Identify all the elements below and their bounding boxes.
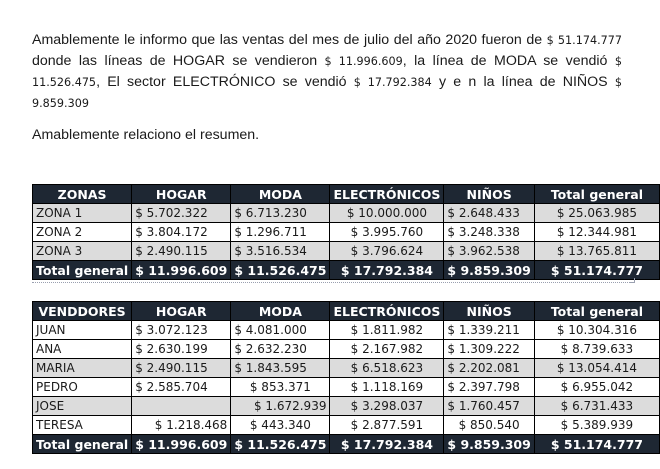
zona-label: ZONA 1 [33, 204, 132, 223]
zona-label: ZONA 3 [33, 242, 132, 261]
vendedores-header-vendedores: VENDDORES [33, 302, 132, 321]
zonas-header-total: Total general [534, 185, 659, 204]
electronicos-cell: $ 2.167.982 [330, 340, 444, 359]
hogar-total: $ 11.996.609 [132, 435, 231, 454]
ninos-cell: $ 2.648.433 [444, 204, 534, 223]
ninos-cell: $ 2.397.798 [444, 378, 534, 397]
vendedores-header-moda: MODA [231, 302, 330, 321]
vendedores-table [32, 301, 660, 454]
hogar-cell: $ 2.490.115 [132, 359, 231, 378]
total-cell: $ 8.739.633 [534, 340, 659, 359]
zonas-header-hogar: HOGAR [132, 185, 231, 204]
ninos-cell: $ 2.202.081 [444, 359, 534, 378]
vendedores-header-hogar: HOGAR [132, 302, 231, 321]
moda-total: $ 11.526.475 [231, 435, 330, 454]
vendedor-label: JOSE [33, 397, 132, 416]
intro-text-4: , El sector ELECTRÓNICO se vendió [96, 74, 354, 90]
moda-cell: $ 1.296.711 [231, 223, 330, 242]
intro-total-amount: $ 51.174.777 [546, 34, 622, 47]
moda-cell: $ 1.672.939 [231, 397, 330, 416]
zonas-total-row [33, 261, 660, 280]
vendedores-total-row [33, 435, 660, 454]
hogar-cell: $ 3.804.172 [132, 223, 231, 242]
moda-cell: $ 853.371 [231, 378, 330, 397]
moda-cell: $ 4.081.000 [231, 321, 330, 340]
intro-hogar-amount: $ 11.996.609 [324, 55, 403, 68]
electronicos-cell: $ 1.118.169 [330, 378, 444, 397]
hogar-cell: $ 2.585.704 [132, 378, 231, 397]
zonas-header-row [33, 185, 660, 204]
grand-total: $ 51.174.777 [534, 435, 659, 454]
total-cell: $ 12.344.981 [534, 223, 659, 242]
total-cell: $ 10.304.316 [534, 321, 659, 340]
table-separator [32, 282, 634, 284]
zona-label: ZONA 2 [33, 223, 132, 242]
hogar-total: $ 11.996.609 [132, 261, 231, 280]
table-row [33, 340, 660, 359]
electronicos-cell: $ 2.877.591 [330, 416, 444, 435]
zonas-header-electronicos: ELECTRÓNICOS [330, 185, 444, 204]
vendedor-label: ANA [33, 340, 132, 359]
vendedor-label: MARIA [33, 359, 132, 378]
total-label: Total general [33, 261, 132, 280]
hogar-cell: $ 2.630.199 [132, 340, 231, 359]
electronicos-total: $ 17.792.384 [330, 435, 444, 454]
total-cell: $ 5.389.939 [534, 416, 659, 435]
intro-text-5: y e n la línea de NIÑOS [431, 74, 615, 90]
table-row [33, 378, 660, 397]
ninos-cell: $ 1.309.222 [444, 340, 534, 359]
total-cell: $ 6.731.433 [534, 397, 659, 416]
moda-cell: $ 3.516.534 [231, 242, 330, 261]
table-row [33, 359, 660, 378]
zonas-header-ninos: NIÑOS [444, 185, 534, 204]
table-row [33, 242, 660, 261]
ninos-cell: $ 1.760.457 [444, 397, 534, 416]
intro-text-3: , la línea de MODA se vendió [402, 53, 615, 69]
table-row [33, 223, 660, 242]
vendedores-header-total: Total general [534, 302, 659, 321]
ninos-cell: $ 3.248.338 [444, 223, 534, 242]
zonas-header-moda: MODA [231, 185, 330, 204]
vendedor-label: PEDRO [33, 378, 132, 397]
intro-moda-amount: $ 11.526.475 [32, 55, 622, 89]
electronicos-cell: $ 3.995.760 [330, 223, 444, 242]
ninos-cell: $ 3.962.538 [444, 242, 534, 261]
moda-cell: $ 1.843.595 [231, 359, 330, 378]
moda-cell: $ 6.713.230 [231, 204, 330, 223]
hogar-cell: $ 2.490.115 [132, 242, 231, 261]
ninos-cell: $ 1.339.211 [444, 321, 534, 340]
total-cell: $ 13.054.414 [534, 359, 659, 378]
hogar-cell [132, 397, 231, 416]
total-label: Total general [33, 435, 132, 454]
ninos-cell: $ 850.540 [444, 416, 534, 435]
ninos-total: $ 9.859.309 [444, 435, 534, 454]
total-cell: $ 25.063.985 [534, 204, 659, 223]
vendedor-label: TERESA [33, 416, 132, 435]
vendedores-header-row [33, 302, 660, 321]
intro-paragraph [32, 30, 622, 114]
zonas-header-zonas: ZONAS [33, 185, 132, 204]
total-cell: $ 6.955.042 [534, 378, 659, 397]
electronicos-cell: $ 3.796.624 [330, 242, 444, 261]
table-row [33, 416, 660, 435]
table-row [33, 204, 660, 223]
electronicos-total: $ 17.792.384 [330, 261, 444, 280]
grand-total: $ 51.174.777 [534, 261, 659, 280]
intro-electronico-amount: $ 17.792.384 [353, 76, 432, 89]
intro-ninos-amount: $ 9.859.309 [32, 76, 622, 110]
total-cell: $ 13.765.811 [534, 242, 659, 261]
table-row [33, 397, 660, 416]
moda-cell: $ 2.632.230 [231, 340, 330, 359]
cell-corner-marker [630, 278, 635, 283]
table-row [33, 321, 660, 340]
vendedor-label: JUAN [33, 321, 132, 340]
hogar-cell: $ 5.702.322 [132, 204, 231, 223]
zonas-table [32, 184, 660, 280]
moda-cell: $ 443.340 [231, 416, 330, 435]
hogar-cell: $ 3.072.123 [132, 321, 231, 340]
intro-text-1: Amablemente le informo que las ventas del mes de julio del año 2020 fueron de [32, 32, 547, 48]
electronicos-cell: $ 10.000.000 [330, 204, 444, 223]
summary-paragraph: Amablemente relaciono el resumen. [32, 127, 260, 143]
vendedores-header-ninos: NIÑOS [444, 302, 534, 321]
moda-total: $ 11.526.475 [231, 261, 330, 280]
electronicos-cell: $ 1.811.982 [330, 321, 444, 340]
hogar-cell: $ 1.218.468 [132, 416, 231, 435]
ninos-total: $ 9.859.309 [444, 261, 534, 280]
electronicos-cell: $ 6.518.623 [330, 359, 444, 378]
intro-text-2: donde las líneas de HOGAR se vendieron [32, 53, 325, 69]
electronicos-cell: $ 3.298.037 [330, 397, 444, 416]
vendedores-header-electronicos: ELECTRÓNICOS [330, 302, 444, 321]
